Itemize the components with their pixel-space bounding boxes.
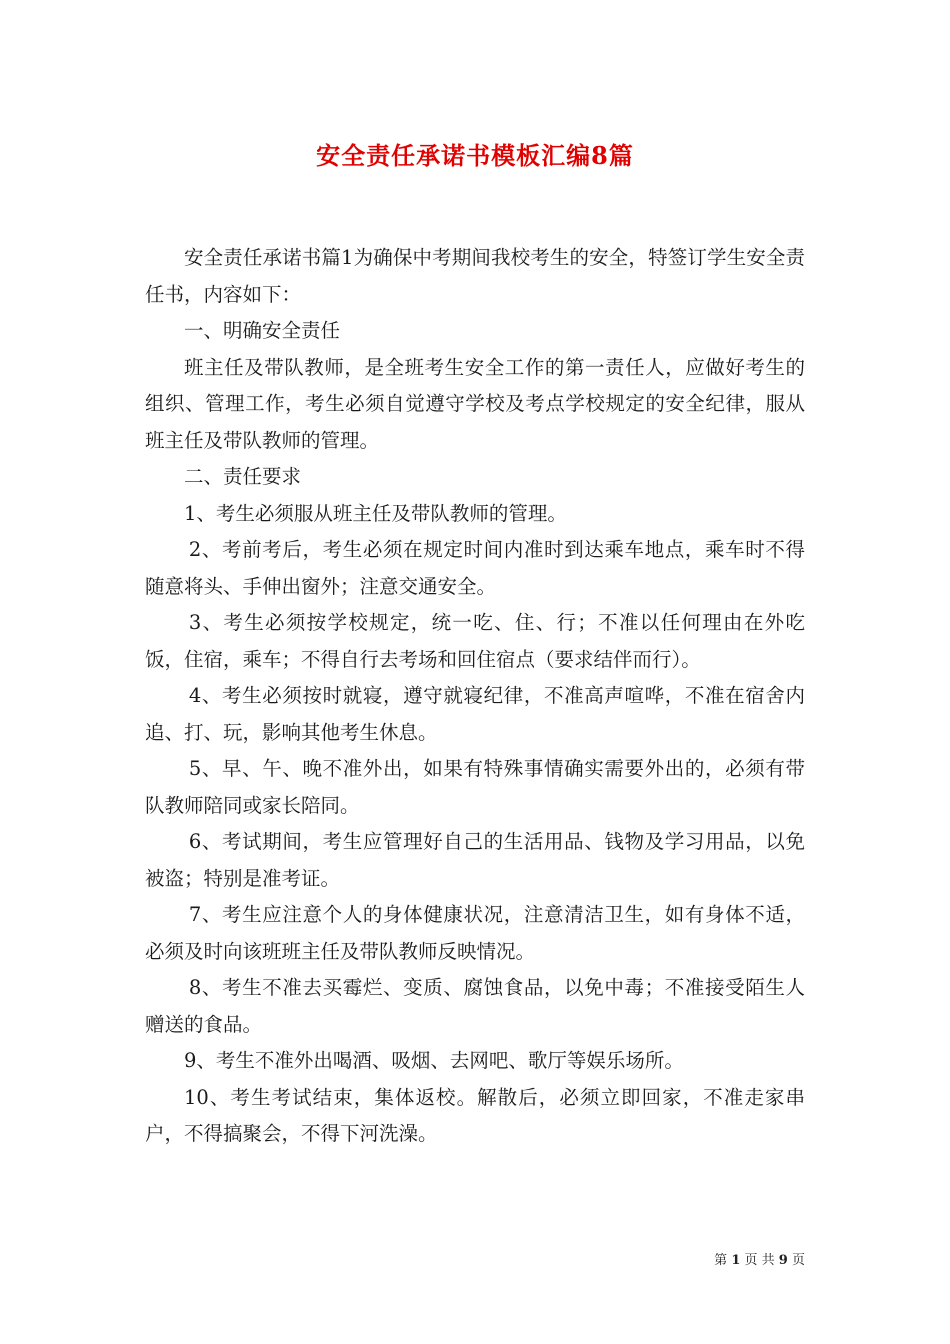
footer-prefix: 第 <box>714 1253 728 1268</box>
list-item-9: 9、考生不准外出喝酒、吸烟、去网吧、歌厅等娱乐场所。 <box>184 1049 684 1072</box>
list-item-6: 6、考试期间，考生应管理好自己的生活用品、钱物及学习用品，以免被盗；特别是准考证。 <box>145 830 805 890</box>
document-body <box>145 240 805 1153</box>
list-item-7: 7、考生应注意个人的身体健康状况，注意清洁卫生，如有身体不适，必须及时向该班班主任及带队教师反映情况。 <box>145 903 805 963</box>
section-heading-2: 二、责任要求 <box>184 465 302 488</box>
total-pages-number: 9 <box>778 1253 788 1268</box>
list-item-1: 1、考生必须服从班主任及带队教师的管理。 <box>184 501 567 525</box>
list-item-2: 2、考前考后，考生必须在规定时间内准时到达乘车地点，乘车时不得随意将头、手伸出窗外；注意交通安全。 <box>145 538 805 598</box>
list-item-5: 5、早、午、晚不准外出，如果有特殊事情确实需要外出的，必须有带队教师陪同或家长陪同。 <box>145 757 805 817</box>
document-title: 安全责任承诺书模板汇编8篇 <box>316 141 634 170</box>
list-item-8: 8、考生不准去买霉烂、变质、腐蚀食品，以免中毒；不准接受陌生人赠送的食品。 <box>145 976 805 1036</box>
current-page-number: 1 <box>731 1253 741 1268</box>
paragraph-responsibility: 班主任及带队教师，是全班考生安全工作的第一责任人，应做好考生的组织、管理工作，考生必须自觉遵守学校及考点学校规定的安全纪律，服从班主任及带队教师的管理。 <box>145 355 805 452</box>
list-item-4: 4、考生必须按时就寝，遵守就寝纪律，不准高声喧哗，不准在宿舍内追、打、玩，影响其他考生休息。 <box>145 684 805 744</box>
list-item-3: 3、考生必须按学校规定，统一吃、住、行；不准以任何理由在外吃饭，住宿，乘车；不得自行去考场和回住宿点（要求结伴而行）。 <box>145 611 805 671</box>
section-heading-1: 一、明确安全责任 <box>184 319 341 342</box>
paragraph-intro: 安全责任承诺书篇1为确保中考期间我校考生的安全，特签订学生安全责任书，内容如下： <box>145 246 805 306</box>
footer-middle: 页 共 <box>744 1253 775 1268</box>
footer-suffix: 页 <box>791 1253 805 1268</box>
page-number-footer <box>714 1249 805 1268</box>
list-item-10: 10、考生考试结束，集体返校。解散后，必须立即回家，不准走家串户，不得搞聚会，不得下河洗澡。 <box>145 1085 805 1145</box>
